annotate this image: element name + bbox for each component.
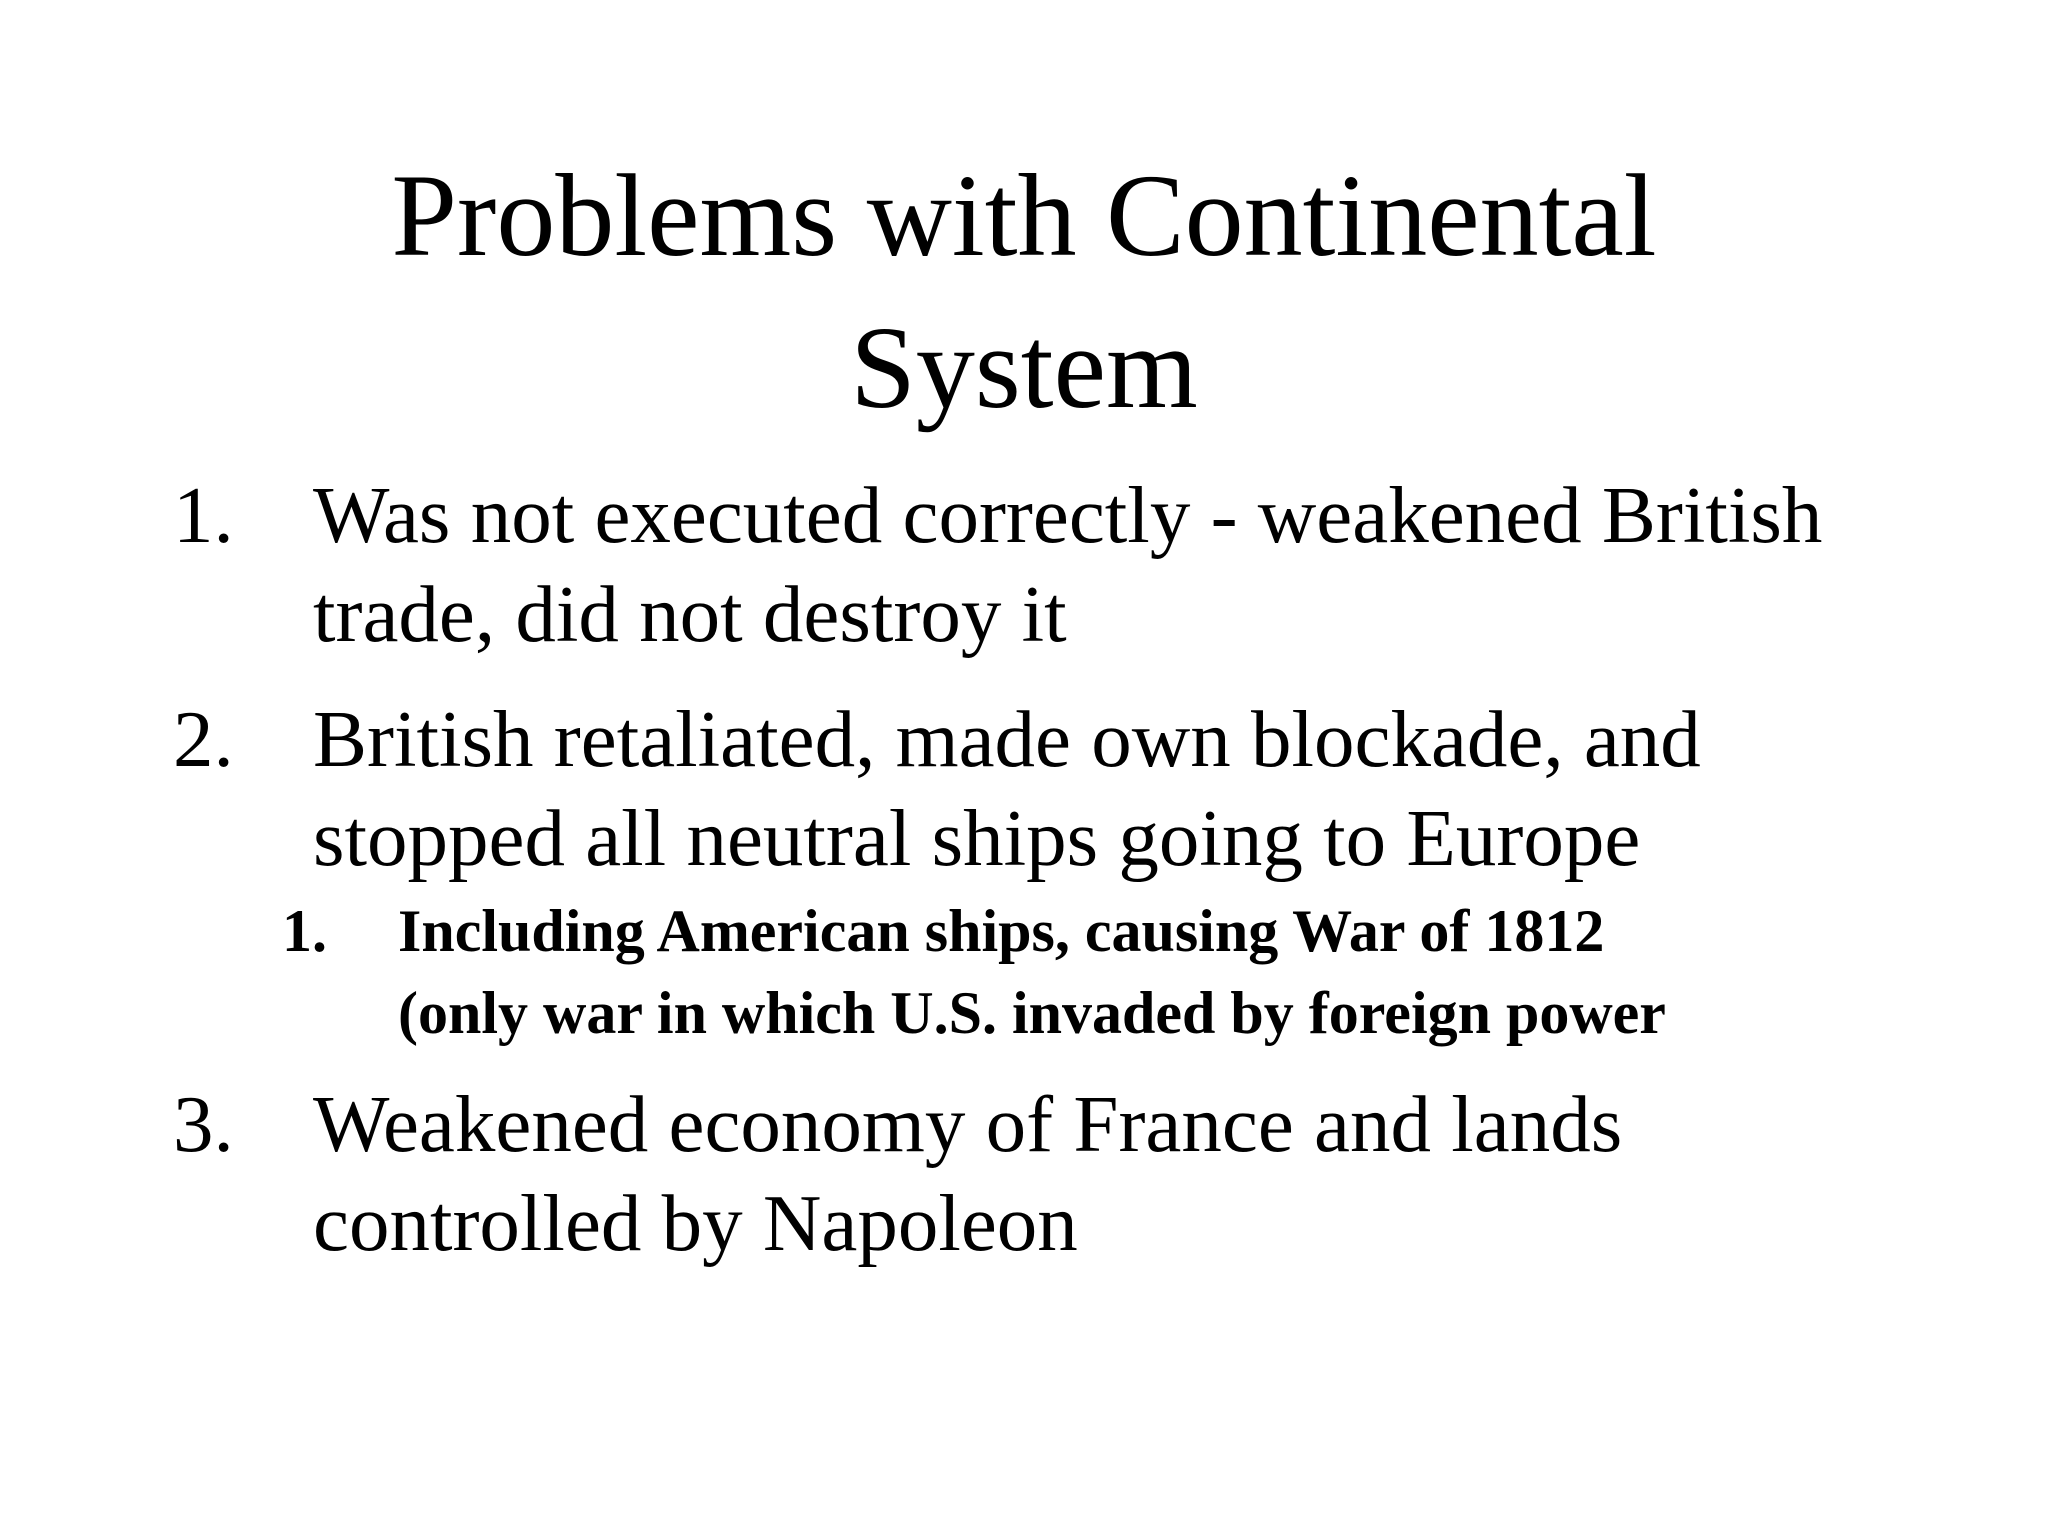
list-item-line-2: stopped all neutral ships going to Europe — [313, 793, 1641, 883]
list-item-text — [313, 690, 2013, 888]
list-item-line-2: trade, did not destroy it — [313, 569, 1067, 659]
list-item-text — [313, 466, 2013, 664]
list-item-number: 2. — [173, 694, 234, 784]
list-item-line-1: Weakened economy of France and lands — [313, 1079, 1623, 1169]
list-item-line-1: Was not executed correctly - weakened British — [313, 470, 1823, 560]
sub-list-item-line-1: Including American ships, causing War of 1812 — [398, 898, 1605, 964]
slide-title-line-1: Problems with Continental — [391, 150, 1657, 281]
slide-title — [0, 140, 2048, 444]
list-item-line-2: controlled by Napoleon — [313, 1178, 1078, 1268]
sub-list-item-line-2: (only war in which U.S. invaded by foreign power — [398, 980, 1666, 1046]
sub-list-item-number: 1. — [282, 898, 327, 964]
list-item-number: 1. — [173, 470, 234, 560]
list-item-line-1: British retaliated, made own blockade, and — [313, 694, 1701, 784]
slide-title-line-2: System — [850, 302, 1198, 433]
list-item-text — [313, 1075, 2013, 1273]
sub-list-item-text — [398, 890, 2018, 1054]
list-item-number: 3. — [173, 1079, 234, 1169]
